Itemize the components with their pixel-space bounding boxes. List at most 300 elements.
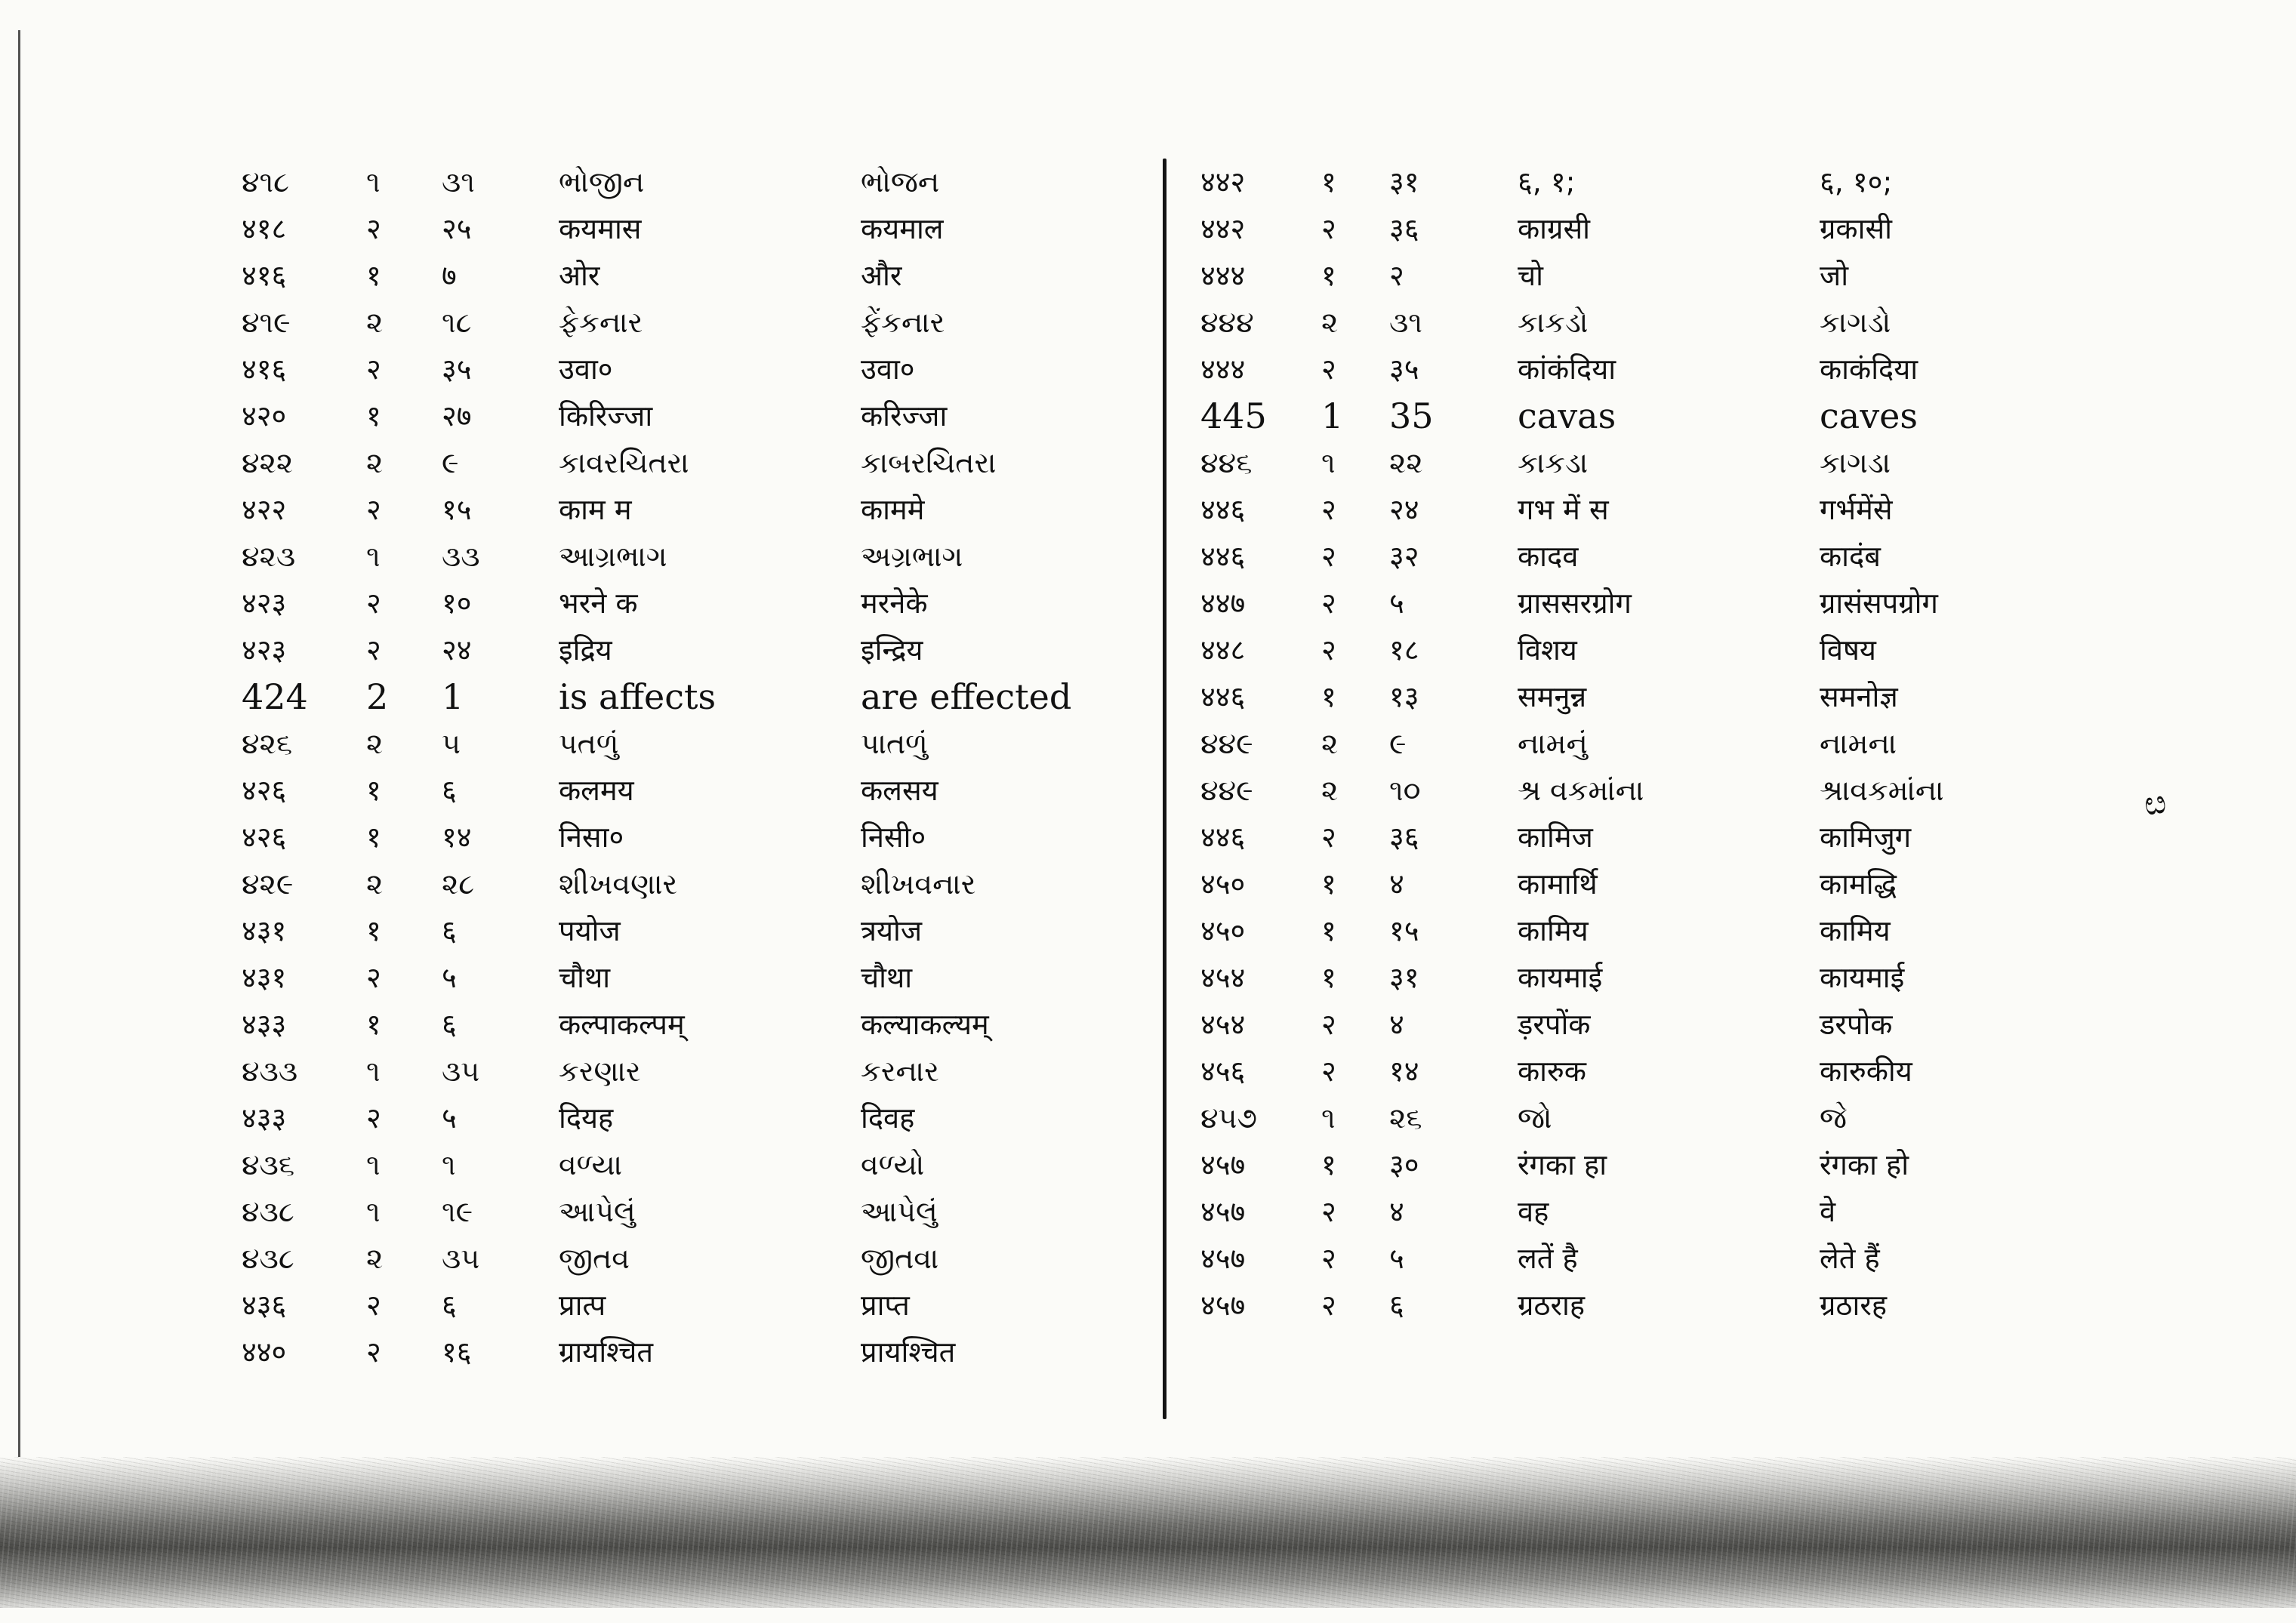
page-number: ४४२ bbox=[1200, 212, 1246, 245]
page-number: ४५६ bbox=[1200, 1055, 1246, 1088]
column-number: १ bbox=[366, 914, 381, 947]
line-number: ૨૬ bbox=[1389, 1101, 1422, 1135]
incorrect-text: ग्राससरग्रोग bbox=[1518, 587, 1632, 620]
correct-text: ભોજન bbox=[861, 165, 940, 199]
page-number: ૪૩૮ bbox=[242, 1195, 294, 1228]
page-number: ૪૪૪ bbox=[1200, 306, 1254, 339]
page-number: ४५० bbox=[1200, 867, 1246, 901]
line-number: ३१ bbox=[1389, 165, 1419, 199]
page-number: ४२६ bbox=[242, 821, 287, 854]
page-number: ४४० bbox=[242, 1335, 287, 1369]
line-number: ૯ bbox=[1389, 727, 1407, 760]
correct-text: कामिजुग bbox=[1820, 821, 1912, 854]
column-number: २ bbox=[366, 212, 381, 245]
correct-text: कामिय bbox=[1820, 914, 1891, 947]
line-number: ४ bbox=[1389, 1195, 1404, 1228]
errata-row bbox=[242, 1329, 1117, 1375]
column-number: 2 bbox=[366, 676, 389, 717]
line-number: ૧૦ bbox=[1389, 774, 1421, 807]
line-number: ७ bbox=[442, 259, 457, 292]
line-number: १३ bbox=[1389, 680, 1419, 713]
errata-row bbox=[242, 299, 1117, 346]
incorrect-text: कांकंदिया bbox=[1518, 353, 1616, 386]
correct-text: काकंदिया bbox=[1820, 353, 1918, 386]
column-number: १ bbox=[1321, 867, 1336, 901]
incorrect-text: આગ્રભાગ bbox=[559, 540, 667, 573]
line-number: २४ bbox=[1389, 493, 1419, 526]
page-number: ४४६ bbox=[1200, 493, 1246, 526]
page-number: ४३१ bbox=[242, 914, 287, 947]
correct-text: मरनेके bbox=[861, 587, 928, 620]
line-number: ६ bbox=[442, 1008, 457, 1041]
column-number: २ bbox=[1321, 1055, 1336, 1088]
errata-row bbox=[1200, 720, 2069, 767]
errata-row bbox=[242, 1282, 1117, 1329]
line-number: ६ bbox=[1389, 1289, 1404, 1322]
column-number: १ bbox=[366, 774, 381, 807]
correct-text: कल्याकल्यम् bbox=[861, 1008, 989, 1041]
correct-text: कायमाई bbox=[1820, 961, 1905, 994]
page-number: ४४६ bbox=[1200, 680, 1246, 713]
incorrect-text: ग्रायश्चित bbox=[559, 1335, 654, 1369]
page-number: ૪૪૯ bbox=[1200, 774, 1253, 807]
line-number: ૩૩ bbox=[442, 540, 480, 573]
errata-row bbox=[242, 486, 1117, 533]
correct-text: कयमाल bbox=[861, 212, 944, 245]
column-number: 1 bbox=[1321, 396, 1344, 436]
correct-text: શીખવનાર bbox=[861, 867, 976, 901]
line-number: १५ bbox=[442, 493, 472, 526]
page-number: ૪૩૮ bbox=[242, 1242, 294, 1275]
correct-text: કાબરચિતરા bbox=[861, 446, 997, 479]
incorrect-text: पयोज bbox=[559, 914, 621, 947]
correct-text: વળ્યો bbox=[861, 1148, 925, 1181]
correct-text: નામના bbox=[1820, 727, 1897, 760]
line-number: 1 bbox=[442, 676, 464, 717]
column-number: २ bbox=[1321, 540, 1336, 573]
errata-row bbox=[1200, 627, 2069, 673]
column-number: २ bbox=[1321, 1008, 1336, 1041]
column-number: २ bbox=[366, 1101, 381, 1135]
errata-row bbox=[242, 346, 1117, 393]
page-number: ૪૧૮ bbox=[242, 165, 290, 199]
errata-column-left bbox=[242, 159, 1117, 1375]
errata-row bbox=[242, 1001, 1117, 1048]
incorrect-text: कामिज bbox=[1518, 821, 1593, 854]
page-number: ४३६ bbox=[242, 1289, 287, 1322]
page-number: ૪૪૬ bbox=[1200, 446, 1253, 479]
correct-text: कादंब bbox=[1820, 540, 1881, 573]
line-number: ५ bbox=[442, 1101, 457, 1135]
incorrect-text: विशय bbox=[1518, 633, 1577, 667]
correct-text: इन्द्रिय bbox=[861, 633, 923, 667]
line-number: ૩૧ bbox=[1389, 306, 1422, 339]
correct-text: उवा० bbox=[861, 353, 915, 386]
page-number: ૪૩૬ bbox=[242, 1148, 295, 1181]
incorrect-text: કરણાર bbox=[559, 1055, 641, 1088]
errata-row bbox=[1200, 299, 2069, 346]
page-number: ४४८ bbox=[1200, 633, 1246, 667]
correct-text: वे bbox=[1820, 1195, 1836, 1228]
errata-row bbox=[242, 720, 1117, 767]
correct-text: कारुकीय bbox=[1820, 1055, 1912, 1088]
correct-text: समनोज्ञ bbox=[1820, 680, 1898, 713]
page-number: ૪૨૩ bbox=[242, 540, 296, 573]
column-number: ૧ bbox=[366, 1055, 381, 1088]
incorrect-text: भरने क bbox=[559, 587, 638, 620]
line-number: ३२ bbox=[1389, 540, 1419, 573]
line-number: १४ bbox=[442, 821, 472, 854]
correct-text: कामद्धि bbox=[1820, 867, 1897, 901]
page-number: ૪૨૯ bbox=[242, 867, 294, 901]
incorrect-text: गभ में स bbox=[1518, 493, 1609, 526]
errata-row bbox=[242, 1095, 1117, 1141]
line-number: १४ bbox=[1389, 1055, 1419, 1088]
column-number: ૨ bbox=[366, 727, 384, 760]
incorrect-text: જીતવ bbox=[559, 1242, 630, 1275]
errata-row bbox=[1200, 205, 2069, 252]
page-number: ४४६ bbox=[1200, 821, 1246, 854]
page-number: ४५४ bbox=[1200, 961, 1246, 994]
errata-row bbox=[1200, 1141, 2069, 1188]
column-number: २ bbox=[366, 961, 381, 994]
line-number: १५ bbox=[1389, 914, 1419, 947]
correct-text: गर्भमेंसे bbox=[1820, 493, 1893, 526]
incorrect-text: વળ્યા bbox=[559, 1148, 623, 1181]
line-number: ૩૫ bbox=[442, 1055, 480, 1088]
line-number: २ bbox=[1389, 259, 1404, 292]
errata-row bbox=[242, 814, 1117, 861]
errata-row bbox=[242, 580, 1117, 627]
line-number: १० bbox=[442, 587, 472, 620]
incorrect-text: આપેલું bbox=[559, 1195, 636, 1228]
incorrect-text: જો bbox=[1518, 1101, 1552, 1135]
line-number: ૧૯ bbox=[442, 1195, 473, 1228]
line-number: 35 bbox=[1389, 396, 1434, 436]
incorrect-text: लतें है bbox=[1518, 1242, 1578, 1275]
correct-text: विषय bbox=[1820, 633, 1876, 667]
column-divider bbox=[1163, 159, 1166, 1419]
page-number: ૪૨૨ bbox=[242, 446, 294, 479]
column-number: ૨ bbox=[1321, 774, 1339, 807]
page-number: ४५७ bbox=[1200, 1289, 1246, 1322]
column-number: १ bbox=[366, 259, 381, 292]
line-number: २५ bbox=[442, 212, 472, 245]
errata-row bbox=[242, 861, 1117, 907]
line-number: ૩૧ bbox=[442, 165, 475, 199]
page-number: ४१६ bbox=[242, 353, 287, 386]
correct-text: caves bbox=[1820, 396, 1918, 436]
correct-text: दिवह bbox=[861, 1101, 915, 1135]
errata-row bbox=[242, 393, 1117, 439]
column-number: २ bbox=[366, 1289, 381, 1322]
line-number: ६ bbox=[442, 914, 457, 947]
correct-text: પાતળું bbox=[861, 727, 928, 760]
incorrect-text: cavas bbox=[1518, 396, 1616, 436]
errata-row bbox=[242, 1235, 1117, 1282]
errata-row bbox=[1200, 767, 2069, 814]
line-number: ૯ bbox=[442, 446, 459, 479]
incorrect-text: ६, १; bbox=[1518, 165, 1576, 199]
line-number: १८ bbox=[1389, 633, 1419, 667]
column-number: १ bbox=[1321, 165, 1336, 199]
line-number: ३६ bbox=[1389, 212, 1419, 245]
errata-row bbox=[242, 533, 1117, 580]
column-number: ૨ bbox=[366, 867, 384, 901]
incorrect-text: કાકડા bbox=[1518, 446, 1589, 479]
errata-row bbox=[1200, 346, 2069, 393]
errata-column-right bbox=[1200, 159, 2069, 1329]
page-number: ४१६ bbox=[242, 259, 287, 292]
column-number: २ bbox=[1321, 493, 1336, 526]
page-number: ४५७ bbox=[1200, 1148, 1246, 1181]
column-number: १ bbox=[1321, 1148, 1336, 1181]
incorrect-text: कामिय bbox=[1518, 914, 1589, 947]
correct-text: काममे bbox=[861, 493, 925, 526]
line-number: ५ bbox=[442, 961, 457, 994]
column-number: १ bbox=[366, 1008, 381, 1041]
page-number: ४३३ bbox=[242, 1008, 287, 1041]
column-number: १ bbox=[1321, 914, 1336, 947]
correct-text: प्रायश्चित bbox=[861, 1335, 956, 1369]
column-number: २ bbox=[1321, 821, 1336, 854]
line-number: ૨૨ bbox=[1389, 446, 1423, 479]
column-number: २ bbox=[1321, 633, 1336, 667]
errata-row bbox=[1200, 1048, 2069, 1095]
errata-row bbox=[1200, 1235, 2069, 1282]
incorrect-text: is affects bbox=[559, 676, 717, 717]
errata-row bbox=[242, 205, 1117, 252]
line-number: ३५ bbox=[1389, 353, 1419, 386]
errata-row bbox=[1200, 814, 2069, 861]
correct-text: કરનાર bbox=[861, 1055, 939, 1088]
errata-row bbox=[1200, 439, 2069, 486]
page-number: ४३१ bbox=[242, 961, 287, 994]
page-number: ४५४ bbox=[1200, 1008, 1246, 1041]
column-number: ૨ bbox=[1321, 727, 1339, 760]
page-number: ४२२ bbox=[242, 493, 287, 526]
column-number: २ bbox=[1321, 212, 1336, 245]
page-number: ४२६ bbox=[242, 774, 287, 807]
column-number: ૨ bbox=[366, 446, 384, 479]
line-number: ३१ bbox=[1389, 961, 1419, 994]
errata-row bbox=[242, 907, 1117, 954]
line-number: ५ bbox=[1389, 1242, 1404, 1275]
line-number: ४ bbox=[1389, 1008, 1404, 1041]
incorrect-text: काम म bbox=[559, 493, 632, 526]
errata-row bbox=[242, 439, 1117, 486]
page-number: ४१८ bbox=[242, 212, 287, 245]
errata-row bbox=[242, 1188, 1117, 1235]
page-number: ४२३ bbox=[242, 587, 287, 620]
column-number: १ bbox=[1321, 961, 1336, 994]
page-number: ४२० bbox=[242, 399, 287, 433]
correct-text: ग्रासंसपग्रोग bbox=[1820, 587, 1938, 620]
page-number: ४५० bbox=[1200, 914, 1246, 947]
page-number: ४२३ bbox=[242, 633, 287, 667]
incorrect-text: दियह bbox=[559, 1101, 614, 1135]
incorrect-text: निसा० bbox=[559, 821, 624, 854]
scan-shadow-band bbox=[0, 1457, 2296, 1608]
column-number: ૨ bbox=[366, 1242, 384, 1275]
column-number: २ bbox=[366, 493, 381, 526]
errata-row bbox=[1200, 393, 2069, 439]
column-number: ૨ bbox=[1321, 306, 1339, 339]
line-number: १६ bbox=[442, 1335, 472, 1369]
errata-row bbox=[1200, 861, 2069, 907]
column-number: ૧ bbox=[1321, 1101, 1336, 1135]
incorrect-text: कल्पाकल्पम् bbox=[559, 1008, 685, 1041]
page-number: ४५७ bbox=[1200, 1242, 1246, 1275]
correct-text: કાગડા bbox=[1820, 446, 1891, 479]
incorrect-text: શીખવણાર bbox=[559, 867, 678, 901]
errata-row bbox=[242, 627, 1117, 673]
correct-text: रंगका हो bbox=[1820, 1148, 1909, 1181]
column-number: २ bbox=[1321, 1289, 1336, 1322]
line-number: २७ bbox=[442, 399, 472, 433]
incorrect-text: ड़रपोंक bbox=[1518, 1008, 1591, 1041]
correct-text: प्राप्त bbox=[861, 1289, 910, 1322]
incorrect-text: चौथा bbox=[559, 961, 611, 994]
errata-row bbox=[242, 1048, 1117, 1095]
line-number: ३० bbox=[1389, 1148, 1419, 1181]
errata-row bbox=[1200, 1188, 2069, 1235]
errata-row bbox=[242, 1141, 1117, 1188]
line-number: ६ bbox=[442, 1289, 457, 1322]
page-number: ४५७ bbox=[1200, 1195, 1246, 1228]
errata-row bbox=[1200, 533, 2069, 580]
line-number: ४ bbox=[1389, 867, 1404, 901]
page-number: ૪૫૭ bbox=[1200, 1101, 1257, 1135]
incorrect-text: वह bbox=[1518, 1195, 1549, 1228]
incorrect-text: रंगका हा bbox=[1518, 1148, 1607, 1181]
errata-row bbox=[1200, 954, 2069, 1001]
column-number: २ bbox=[366, 633, 381, 667]
line-number: ५ bbox=[1389, 587, 1404, 620]
correct-text: जो bbox=[1820, 259, 1849, 292]
correct-text: करिज्जा bbox=[861, 399, 948, 433]
page-number: 445 bbox=[1200, 396, 1267, 436]
line-number: ३६ bbox=[1389, 821, 1419, 854]
column-number: २ bbox=[1321, 587, 1336, 620]
line-number: ६ bbox=[442, 774, 457, 807]
page-number: 424 bbox=[242, 676, 308, 717]
errata-row bbox=[1200, 1001, 2069, 1048]
column-number: ૧ bbox=[366, 165, 381, 199]
page-number: ४४४ bbox=[1200, 353, 1246, 386]
errata-row bbox=[1200, 1282, 2069, 1329]
errata-row bbox=[1200, 673, 2069, 720]
incorrect-text: कादव bbox=[1518, 540, 1579, 573]
line-number: ૧૮ bbox=[442, 306, 472, 339]
page-number: ૪૨૬ bbox=[242, 727, 293, 760]
correct-text: શ્રાવકમાંના bbox=[1820, 774, 1944, 807]
column-number: २ bbox=[1321, 1242, 1336, 1275]
errata-row bbox=[242, 954, 1117, 1001]
incorrect-text: कायमाई bbox=[1518, 961, 1603, 994]
column-number: १ bbox=[1321, 259, 1336, 292]
incorrect-text: ફેકનાર bbox=[559, 306, 643, 339]
incorrect-text: ભોજીન bbox=[559, 165, 645, 199]
correct-text: कलसय bbox=[861, 774, 938, 807]
correct-text: જે bbox=[1820, 1101, 1847, 1135]
column-number: २ bbox=[366, 587, 381, 620]
correct-text: કાગડો bbox=[1820, 306, 1891, 339]
incorrect-text: કાકડો bbox=[1518, 306, 1589, 339]
column-number: १ bbox=[366, 399, 381, 433]
column-number: ૧ bbox=[366, 1148, 381, 1181]
incorrect-text: ओर bbox=[559, 259, 600, 292]
line-number: ૫ bbox=[442, 727, 461, 760]
errata-row bbox=[1200, 1095, 2069, 1141]
errata-row bbox=[242, 673, 1117, 720]
errata-row bbox=[1200, 580, 2069, 627]
correct-text: ६, १०; bbox=[1820, 165, 1893, 199]
incorrect-text: कामार्थि bbox=[1518, 867, 1598, 901]
errata-row bbox=[1200, 486, 2069, 533]
line-number: ३५ bbox=[442, 353, 472, 386]
errata-row bbox=[1200, 252, 2069, 299]
correct-text: लेते हैं bbox=[1820, 1242, 1880, 1275]
column-number: २ bbox=[366, 353, 381, 386]
correct-text: અગ્રભાગ bbox=[861, 540, 963, 573]
correct-text: જીતવા bbox=[861, 1242, 939, 1275]
page-edge-line bbox=[18, 30, 20, 1600]
line-number: २४ bbox=[442, 633, 472, 667]
incorrect-text: પતળું bbox=[559, 727, 619, 760]
page-number: ४४६ bbox=[1200, 540, 1246, 573]
margin-mark-icon: ೞ bbox=[2141, 782, 2169, 824]
errata-row bbox=[1200, 159, 2069, 205]
column-number: १ bbox=[1321, 680, 1336, 713]
incorrect-text: काग्रसी bbox=[1518, 212, 1590, 245]
page-number: ४४४ bbox=[1200, 259, 1246, 292]
correct-text: ग्रकासी bbox=[1820, 212, 1892, 245]
line-number: ૧ bbox=[442, 1148, 456, 1181]
page-number: ૪૪૯ bbox=[1200, 727, 1253, 760]
incorrect-text: चो bbox=[1518, 259, 1543, 292]
correct-text: त्रयोज bbox=[861, 914, 923, 947]
column-number: ૧ bbox=[1321, 446, 1336, 479]
page-number: ૪૩૩ bbox=[242, 1055, 298, 1088]
column-number: ૧ bbox=[366, 1195, 381, 1228]
incorrect-text: प्रात्प bbox=[559, 1289, 606, 1322]
errata-row bbox=[242, 767, 1117, 814]
correct-text: આપેલું bbox=[861, 1195, 938, 1228]
incorrect-text: समनुन्न bbox=[1518, 680, 1587, 713]
incorrect-text: નામનું bbox=[1518, 727, 1588, 760]
errata-row bbox=[1200, 907, 2069, 954]
incorrect-text: कारुक bbox=[1518, 1055, 1586, 1088]
column-number: २ bbox=[1321, 353, 1336, 386]
errata-row bbox=[242, 159, 1117, 205]
correct-text: निसी० bbox=[861, 821, 926, 854]
correct-text: are effected bbox=[861, 676, 1072, 717]
incorrect-text: કાવરચિતરા bbox=[559, 446, 689, 479]
incorrect-text: ग्रठराह bbox=[1518, 1289, 1586, 1322]
column-number: १ bbox=[366, 821, 381, 854]
page-number: ४४७ bbox=[1200, 587, 1246, 620]
correct-text: ફેંકનાર bbox=[861, 306, 945, 339]
line-number: ૨૮ bbox=[442, 867, 475, 901]
incorrect-text: कलमय bbox=[559, 774, 634, 807]
correct-text: और bbox=[861, 259, 902, 292]
incorrect-text: इद्रिय bbox=[559, 633, 612, 667]
errata-row bbox=[242, 252, 1117, 299]
page-number: ४४२ bbox=[1200, 165, 1246, 199]
incorrect-text: किरिज्जा bbox=[559, 399, 653, 433]
column-number: २ bbox=[366, 1335, 381, 1369]
